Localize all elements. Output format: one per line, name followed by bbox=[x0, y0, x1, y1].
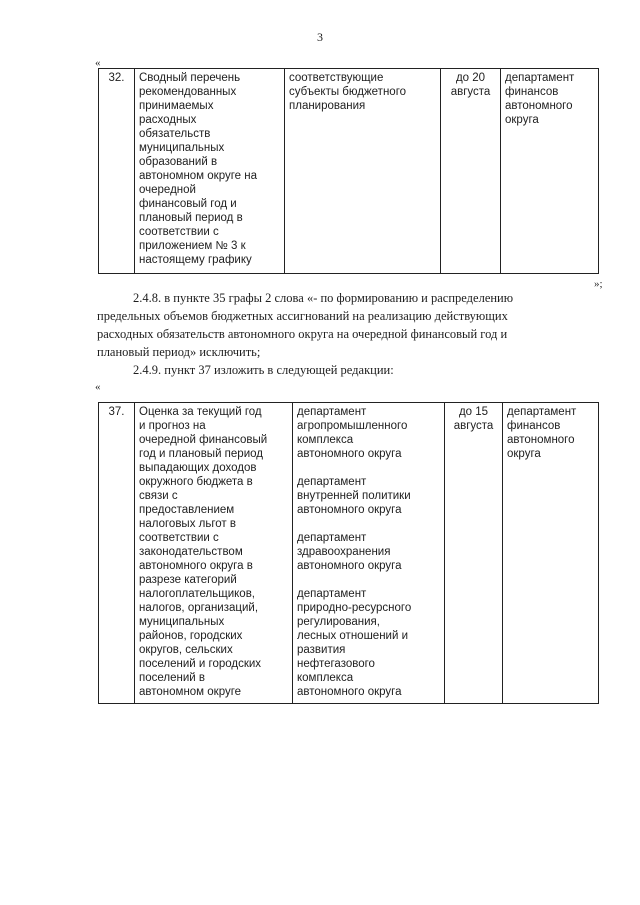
text-line: округов, сельских bbox=[139, 644, 233, 656]
text-line: соответствии с bbox=[139, 226, 219, 238]
text-line: очередной bbox=[139, 184, 196, 196]
text-line: предельных объемов бюджетных ассигнований на реализацию действующих bbox=[97, 309, 508, 323]
row-department bbox=[503, 403, 599, 704]
text-line: финансов bbox=[507, 420, 561, 432]
text-line: приложением № 3 к bbox=[139, 240, 246, 252]
page-number: 3 bbox=[317, 30, 323, 44]
text-line: расходных обязательств автономного округа на очередной финансовый год и bbox=[97, 327, 508, 341]
text-line: автономного bbox=[505, 100, 573, 112]
text-line: департамент bbox=[297, 588, 367, 600]
text-line: поселений в bbox=[139, 672, 205, 684]
table-row-37 bbox=[98, 402, 599, 704]
text-line: принимаемых bbox=[139, 100, 214, 112]
row-department bbox=[501, 69, 599, 274]
open-quote-2: « bbox=[95, 381, 101, 393]
text-line: автономного округа в bbox=[139, 560, 253, 572]
text-line: развития bbox=[297, 644, 346, 656]
text-line: настоящему графику bbox=[139, 254, 252, 266]
row-deadline bbox=[445, 403, 503, 704]
text-line: районов, городских bbox=[139, 630, 243, 642]
text-line: муниципальных bbox=[139, 142, 225, 154]
text-line: Сводный перечень bbox=[139, 72, 241, 84]
open-quote-1: « bbox=[95, 57, 101, 69]
text-line: комплекса bbox=[297, 672, 354, 684]
text-line: автономного округа bbox=[297, 504, 402, 516]
text-line: год и плановый период bbox=[139, 448, 263, 460]
text-line: налогов, организаций, bbox=[139, 602, 259, 614]
text-line: автономного округа bbox=[297, 686, 402, 698]
text-line: муниципальных bbox=[139, 616, 225, 628]
row-description bbox=[135, 69, 285, 274]
text-line: образований в bbox=[139, 156, 218, 168]
text-line: выпадающих доходов bbox=[139, 462, 257, 474]
text-line: природно-ресурсного bbox=[297, 602, 412, 614]
text-line: обязательств bbox=[139, 128, 211, 140]
text-line: автономного bbox=[507, 434, 575, 446]
text-line: внутренней политики bbox=[297, 490, 411, 502]
text-line: финансов bbox=[505, 86, 559, 98]
text-line: здравоохранения bbox=[297, 546, 391, 558]
text-line: разрезе категорий bbox=[139, 574, 237, 586]
text-line: лесных отношений и bbox=[297, 630, 409, 642]
text-line: округа bbox=[505, 114, 539, 126]
text-line: предоставлением bbox=[139, 504, 235, 516]
row-number: 37. bbox=[99, 403, 135, 704]
row-responsible bbox=[293, 403, 445, 704]
paragraph-2-4-9: 2.4.9. пункт 37 изложить в следующей редакции: bbox=[133, 363, 394, 377]
text-line: налогоплательщиков, bbox=[139, 588, 255, 600]
text-line: плановый период» исключить; bbox=[97, 345, 261, 359]
text-line: автономного округа bbox=[297, 448, 402, 460]
row-description bbox=[135, 403, 293, 704]
group-spacer bbox=[297, 573, 440, 587]
row-responsible bbox=[285, 69, 441, 274]
text-line: округа bbox=[507, 448, 541, 460]
text-line: агропромышленного bbox=[297, 420, 408, 432]
group-spacer bbox=[297, 461, 440, 475]
text-line: субъекты бюджетного bbox=[289, 86, 407, 98]
text-line: окружного бюджета в bbox=[139, 476, 253, 488]
text-line: соответствующие bbox=[289, 72, 384, 84]
group-spacer bbox=[297, 517, 440, 531]
text-line: расходных bbox=[139, 114, 197, 126]
text-line: до 15 bbox=[458, 406, 489, 418]
text-line: до 20 bbox=[455, 72, 486, 84]
text-line: планирования bbox=[289, 100, 366, 112]
text-line: департамент bbox=[297, 476, 367, 488]
text-line: Оценка за текущий год bbox=[139, 406, 262, 418]
text-line: законодательством bbox=[139, 546, 243, 558]
paragraph-2-4-8 bbox=[97, 289, 603, 361]
close-quote: »; bbox=[594, 278, 603, 290]
text-line: соответствии с bbox=[139, 532, 219, 544]
text-line: финансовый год и bbox=[139, 198, 237, 210]
text-line: августа bbox=[450, 86, 491, 98]
text-line: налоговых льгот в bbox=[139, 518, 236, 530]
text-line: департамент bbox=[297, 406, 367, 418]
text-line: связи с bbox=[139, 490, 178, 502]
table-row-32 bbox=[98, 68, 599, 274]
text-line: 2.4.8. в пункте 35 графы 2 слова «- по формированию и распределению bbox=[133, 291, 514, 305]
text-line: регулирования, bbox=[297, 616, 380, 628]
text-line: нефтегазового bbox=[297, 658, 375, 670]
text-line: рекомендованных bbox=[139, 86, 237, 98]
text-line: автономного округа bbox=[297, 560, 402, 572]
row-number: 32. bbox=[99, 69, 135, 274]
text-line: автономном округе bbox=[139, 686, 242, 698]
text-line: автономном округе на bbox=[139, 170, 258, 182]
text-line: августа bbox=[453, 420, 494, 432]
text-line: очередной финансовый bbox=[139, 434, 268, 446]
row-deadline bbox=[441, 69, 501, 274]
text-line: департамент bbox=[505, 72, 575, 84]
text-line: поселений и городских bbox=[139, 658, 262, 670]
text-line: департамент bbox=[507, 406, 577, 418]
text-line: плановый период в bbox=[139, 212, 243, 224]
text-line: и прогноз на bbox=[139, 420, 206, 432]
text-line: департамент bbox=[297, 532, 367, 544]
text-line: комплекса bbox=[297, 434, 354, 446]
